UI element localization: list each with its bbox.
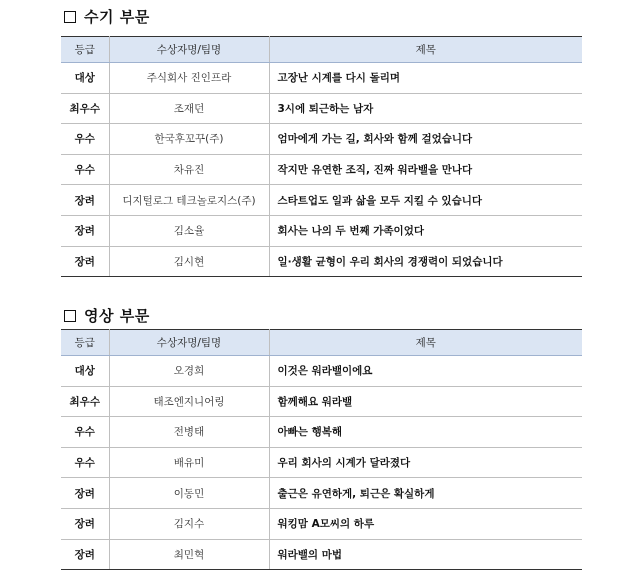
table-row [61, 447, 582, 478]
checkbox-square-icon [64, 11, 76, 23]
table-header-row [61, 37, 582, 63]
section-title-video [64, 305, 150, 326]
cell-title: 작지만 유연한 조직, 진짜 워라밸을 만나다 [269, 154, 582, 185]
cell-title: 고장난 시계를 다시 돌리며 [269, 63, 582, 94]
cell-winner: 차유진 [109, 154, 269, 185]
cell-winner: 이동민 [109, 478, 269, 509]
table-row [61, 539, 582, 570]
cell-title: 엄마에게 가는 길, 회사와 함께 걸었습니다 [269, 124, 582, 155]
header-title: 제목 [269, 37, 582, 63]
table-row [61, 215, 582, 246]
cell-title: 함께해요 워라밸 [269, 386, 582, 417]
cell-title: 일·생활 균형이 우리 회사의 경쟁력이 되었습니다 [269, 246, 582, 277]
cell-title: 출근은 유연하게, 퇴근은 확실하게 [269, 478, 582, 509]
cell-grade: 대상 [61, 356, 109, 387]
cell-grade: 장려 [61, 508, 109, 539]
cell-grade: 대상 [61, 63, 109, 94]
cell-winner: 김소율 [109, 215, 269, 246]
cell-grade: 우수 [61, 447, 109, 478]
cell-title: 워라밸의 마법 [269, 539, 582, 570]
table-header-row [61, 330, 582, 356]
table-row [61, 154, 582, 185]
cell-winner: 오경희 [109, 356, 269, 387]
cell-grade: 우수 [61, 417, 109, 448]
header-grade: 등급 [61, 37, 109, 63]
cell-grade: 우수 [61, 124, 109, 155]
cell-winner: 한국후꼬꾸(주) [109, 124, 269, 155]
table-row [61, 93, 582, 124]
table-row [61, 356, 582, 387]
essay-awards-table [61, 36, 582, 277]
cell-winner: 김지수 [109, 508, 269, 539]
cell-grade: 장려 [61, 246, 109, 277]
cell-winner: 조재던 [109, 93, 269, 124]
cell-title: 회사는 나의 두 번째 가족이었다 [269, 215, 582, 246]
section-title-essay [64, 6, 150, 27]
section-title-text: 수기 부문 [84, 8, 150, 26]
cell-grade: 장려 [61, 185, 109, 216]
table-row [61, 508, 582, 539]
table-row [61, 185, 582, 216]
cell-grade: 우수 [61, 154, 109, 185]
cell-grade: 장려 [61, 478, 109, 509]
table-row [61, 63, 582, 94]
cell-winner: 최민혁 [109, 539, 269, 570]
cell-winner: 주식회사 진인프라 [109, 63, 269, 94]
cell-winner: 디지털로그 테크놀로지스(주) [109, 185, 269, 216]
table-row [61, 124, 582, 155]
cell-title: 워킹맘 A모씨의 하루 [269, 508, 582, 539]
header-title: 제목 [269, 330, 582, 356]
section-title-text: 영상 부문 [84, 307, 150, 325]
cell-grade: 최우수 [61, 93, 109, 124]
table-row [61, 417, 582, 448]
video-awards-table [61, 329, 582, 570]
cell-winner: 김시현 [109, 246, 269, 277]
table-row [61, 246, 582, 277]
cell-title: 이것은 워라밸이에요 [269, 356, 582, 387]
cell-title: 우리 회사의 시계가 달라졌다 [269, 447, 582, 478]
cell-winner: 배유미 [109, 447, 269, 478]
cell-title: 아빠는 행복해 [269, 417, 582, 448]
cell-title: 3시에 퇴근하는 남자 [269, 93, 582, 124]
cell-grade: 장려 [61, 215, 109, 246]
cell-winner: 전병태 [109, 417, 269, 448]
cell-grade: 장려 [61, 539, 109, 570]
table-row [61, 478, 582, 509]
cell-title: 스타트업도 일과 삶을 모두 지킬 수 있습니다 [269, 185, 582, 216]
header-winner: 수상자명/팀명 [109, 37, 269, 63]
cell-grade: 최우수 [61, 386, 109, 417]
checkbox-square-icon [64, 310, 76, 322]
header-winner: 수상자명/팀명 [109, 330, 269, 356]
header-grade: 등급 [61, 330, 109, 356]
cell-winner: 태조엔지니어링 [109, 386, 269, 417]
table-row [61, 386, 582, 417]
